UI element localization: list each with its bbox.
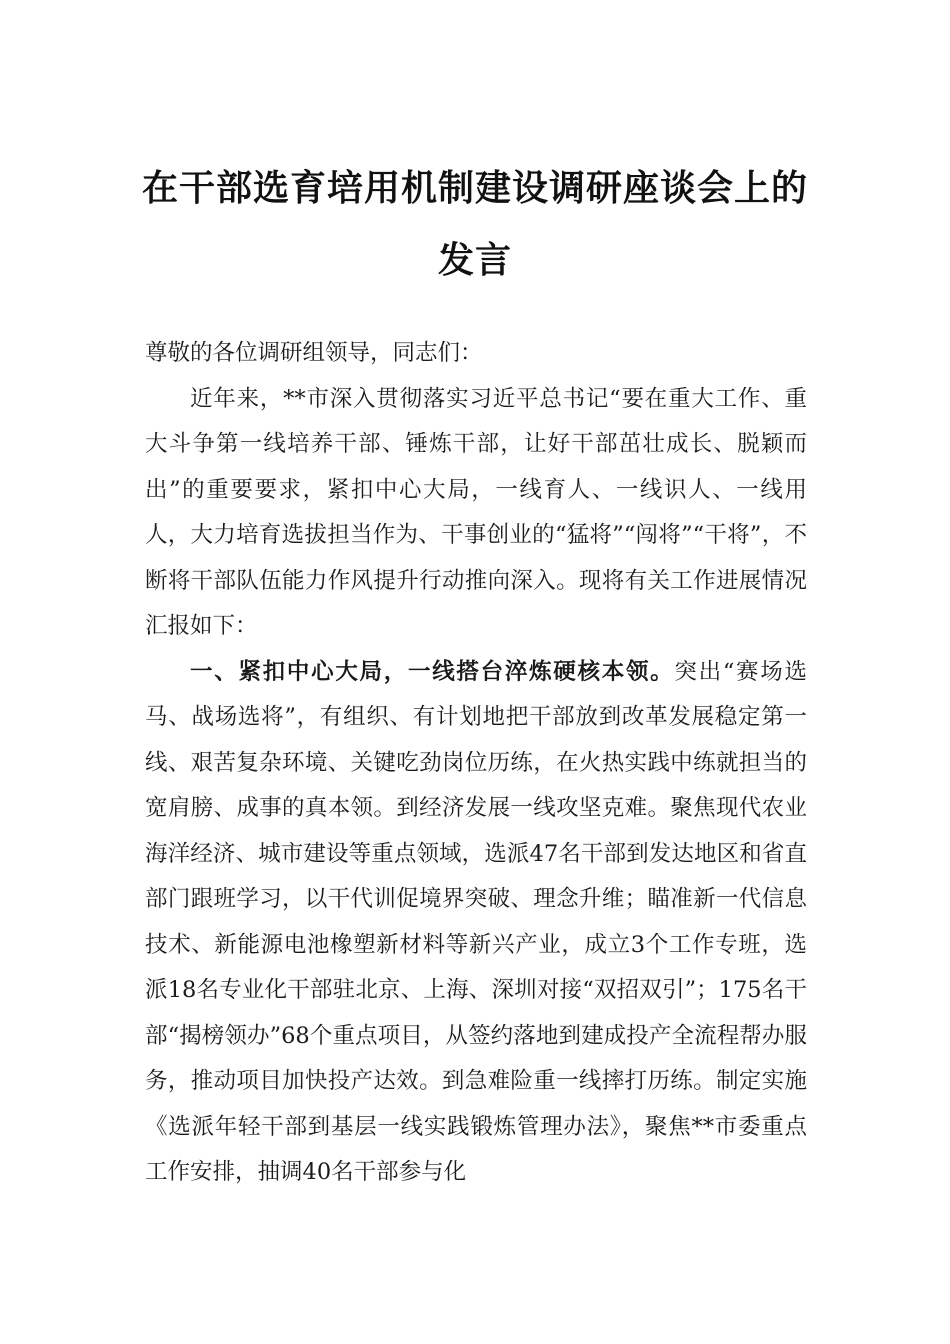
- section-1-paragraph: [145, 650, 807, 1196]
- document-title-line-1: 在干部选育培用机制建设调研座谈会上的: [141, 167, 808, 209]
- section-1-heading: 一、紧扣中心大局，一线搭台淬炼硬核本领。: [190, 658, 675, 685]
- intro-paragraph: 近年来，**市深入贯彻落实习近平总书记“要在重大工作、重大斗争第一线培养干部、锤炼干部，让好干部茁壮成长、脱颖而出”的重要要求，紧扣中心大局，一线育人、一线识人、一线用人，大力培育选拔担当作为、干事创业的“猛将”“闯将”“干将”，不断将干部队伍能力作风提升行动推向深入。现将有关工作进展情况汇报如下：: [145, 385, 807, 639]
- document-title-line-2: 发言: [437, 239, 512, 281]
- document-body: [145, 331, 807, 1196]
- section-1-text: 突出“赛场选马、战场选将”，有组织、有计划地把干部放到改革发展稳定第一线、艰苦复杂环境、关键吃劲岗位历练，在火热实践中练就担当的宽肩膀、成事的真本领。到经济发展一线攻坚克难。聚焦现代农业海洋经济、城市建设等重点领域，选派47名干部到发达地区和省直部门跟班学习，以干代训促境界突破、理念升维；瞄准新一代信息技术、新能源电池橡塑新材料等新兴产业，成立3个工作专班，选派18名专业化干部驻北京、上海、深圳对接“双招双引”；175名干部“揭榜领办”68个重点项目，从签约落地到建成投产全流程帮办服务，推动项目加快投产达效。到急难险重一线摔打历练。制定实施《选派年轻干部到基层一线实践锻炼管理办法》，聚焦**市委重点工作安排，抽调40名干部参与化: [145, 658, 807, 1185]
- salutation: 尊敬的各位调研组领导，同志们：: [145, 340, 483, 366]
